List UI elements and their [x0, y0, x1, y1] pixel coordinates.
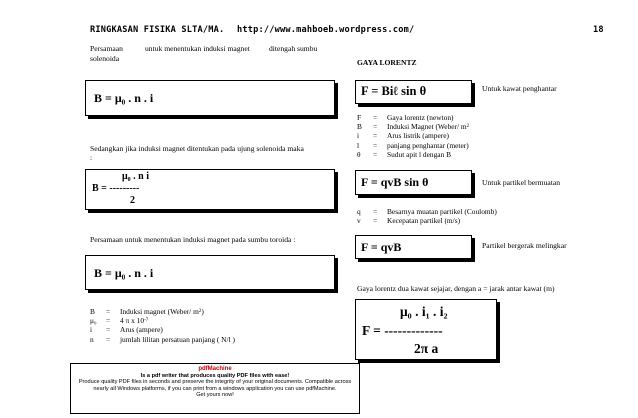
variable-list-lorentz: [357, 113, 469, 159]
formula-parallel-lhs: F = -------------: [362, 323, 443, 338]
section-title-lorentz: GAYA LORENTZ: [357, 58, 417, 67]
variable-list-left: [90, 307, 235, 344]
note-circular: Partikel bergerak melingkar: [482, 241, 567, 250]
formula-box-toroida: [85, 255, 335, 290]
variable-row: i = Arus listrik (ampere): [357, 131, 449, 141]
header-title: RINGKASAN FISIKA SLTA/MA.: [90, 25, 225, 35]
variable-row: l = panjang penghantar (meter): [357, 140, 469, 150]
formula-solenoida-end-numerator: μ₀ . n i: [122, 171, 150, 182]
formula-lorentz-particle: F = qvB sin θ: [361, 175, 429, 189]
formula-solenoida-center: B = μ₀ . n . i: [94, 91, 154, 105]
variable-row: B = Induksi Magnet (Weber/ m 2: [357, 122, 470, 132]
formula-lorentz-circular: F = qvB: [361, 240, 402, 254]
formula-box-lorentz-wire: [355, 80, 472, 104]
formula-lorentz-wire: F = Biℓ sin θ: [361, 84, 427, 98]
formula-parallel-denominator: 2π a: [414, 341, 439, 356]
formula-solenoida-end-lhs: B = ---------: [92, 183, 140, 194]
paragraph-solenoida-c: ditengah sumbu: [269, 44, 318, 53]
formula-parallel-numerator: μ₀ . i₁ . i₂: [400, 304, 448, 319]
note-particle: Untuk partikel bermuatan: [482, 178, 561, 187]
formula-box-solenoida-center: [85, 80, 335, 116]
variable-row: q = Besarnya muatan partikel (Coulomb): [357, 207, 497, 216]
variable-row: v = Kecepatan partikel (m/s): [357, 216, 461, 226]
formula-box-lorentz-particle: [355, 170, 472, 195]
formula-box-solenoida-end: [85, 169, 335, 210]
paragraph-toroida: Persamaan untuk menentukan induksi magnet pada sumbu toroida :: [90, 235, 296, 244]
formula-toroida: B = μ₀ . n . i: [94, 266, 154, 280]
variable-row: i = Arus (ampere): [90, 325, 163, 335]
paragraph-solenoida-a: Persamaan: [90, 44, 123, 53]
formula-solenoida-end-denominator: 2: [130, 195, 135, 206]
paragraph-parallel-wires: Gaya lorentz dua kawat sejajar, dengan a = jarak antar kawat (m): [357, 284, 555, 293]
variable-row: F = Gaya lorentz (newton): [357, 113, 454, 122]
banner-line-4: Get yours now!: [196, 392, 234, 399]
paragraph-solenoida-end: Sedangkan jika induksi magnet ditentukan pada ujung solenoida maka: [90, 144, 304, 153]
page-number: 18: [593, 25, 604, 35]
banner-line-2: Produce quality PDF files in seconds and preserve the integrity of your original documents. Compatible across: [78, 379, 352, 386]
variable-list-particle: [357, 207, 497, 225]
variable-row: B = Induksi magnet (Weber/ m 2 ): [90, 307, 204, 316]
banner-line-3: nearly all Windows platforms, if you can print from a windows application you can use pdfMachine.: [93, 385, 337, 392]
formula-box-lorentz-circular: [355, 235, 472, 259]
paragraph-solenoida-end-colon: :: [90, 153, 93, 162]
variable-row: θ = Sudut apit l dengan B: [357, 149, 452, 159]
pdfmachine-banner[interactable]: [70, 363, 360, 414]
variable-row: μ₀ = 4 π x 10 -7: [90, 316, 149, 326]
pdfmachine-brand: pdfMachine: [198, 366, 232, 372]
note-wire: Untuk kawat penghantar: [482, 84, 557, 93]
formula-box-parallel-wires: [355, 299, 497, 360]
header-url[interactable]: http://www.mahboeb.wordpress.com/: [237, 25, 415, 35]
paragraph-solenoida-d: solenoida: [90, 54, 120, 63]
variable-row: n = jumlah lilitan persatuan panjang ( N/l ): [90, 334, 235, 344]
banner-line-1: Is a pdf writer that produces quality PDF files with ease!: [140, 372, 290, 379]
paragraph-solenoida-b: untuk menentukan induksi magnet: [145, 44, 250, 53]
